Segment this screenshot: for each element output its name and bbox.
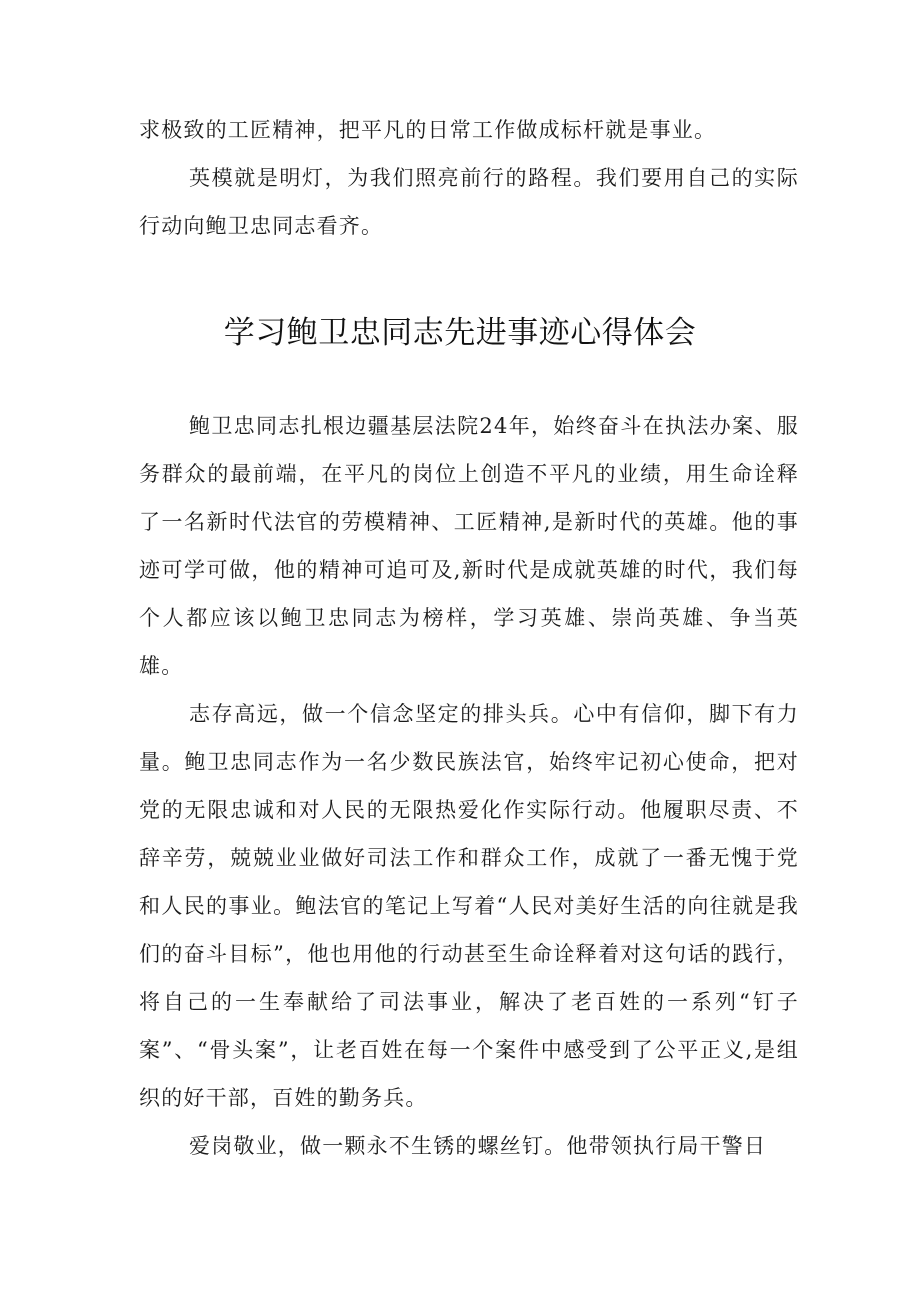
closing-paragraph: 英模就是明灯，为我们照亮前行的路程。我们要用自己的实际行动向鲍卫忠同志看齐。 [139,166,799,238]
paragraph-intro: 鲍卫忠同志扎根边疆基层法院24年，始终奋斗在执法办案、服务群众的最前端，在平凡的岗位上创造不平凡的业绩，用生命诠释了一名新时代法官的劳模精神、工匠精神,是新时代的英雄。他的事迹可学可做，他的精神可追可及,新时代是成就英雄的时代，我们每个人都应该以鲍卫忠同志为榜样，学习英雄、崇尚英雄、争当英雄。 [139,414,799,678]
paragraph-dedication: 爱岗敬业，做一颗永不生锈的螺丝钉。他带领执行局干警日 [189,1134,767,1158]
continuation-line: 求极致的工匠精神，把平凡的日常工作做成标杆就是事业。 [139,118,717,142]
previous-section-ending [139,106,799,250]
paragraph-ideals: 志存高远，做一个信念坚定的排头兵。心中有信仰，脚下有力量。鲍卫忠同志作为一名少数民族法官，始终牢记初心使命，把对党的无限忠诚和对人民的无限热爱化作实际行动。他履职尽责、不辞辛劳，兢兢业业做好司法工作和群众工作，成就了一番无愧于党和人民的事业。鲍法官的笔记上写着“人民对美好生活的向往就是我们的奋斗目标”，他也用他的行动甚至生命诠释着对这句话的践行，将自己的一生奉献给了司法事业，解决了老百姓的一系列“钉子案”、“骨头案”，让老百姓在每一个案件中感受到了公平正义,是组织的好干部，百姓的勤务兵。 [139,702,799,1110]
article-body [139,402,799,1170]
page-title: 学习鲍卫忠同志先进事迹心得体会 [223,315,697,351]
